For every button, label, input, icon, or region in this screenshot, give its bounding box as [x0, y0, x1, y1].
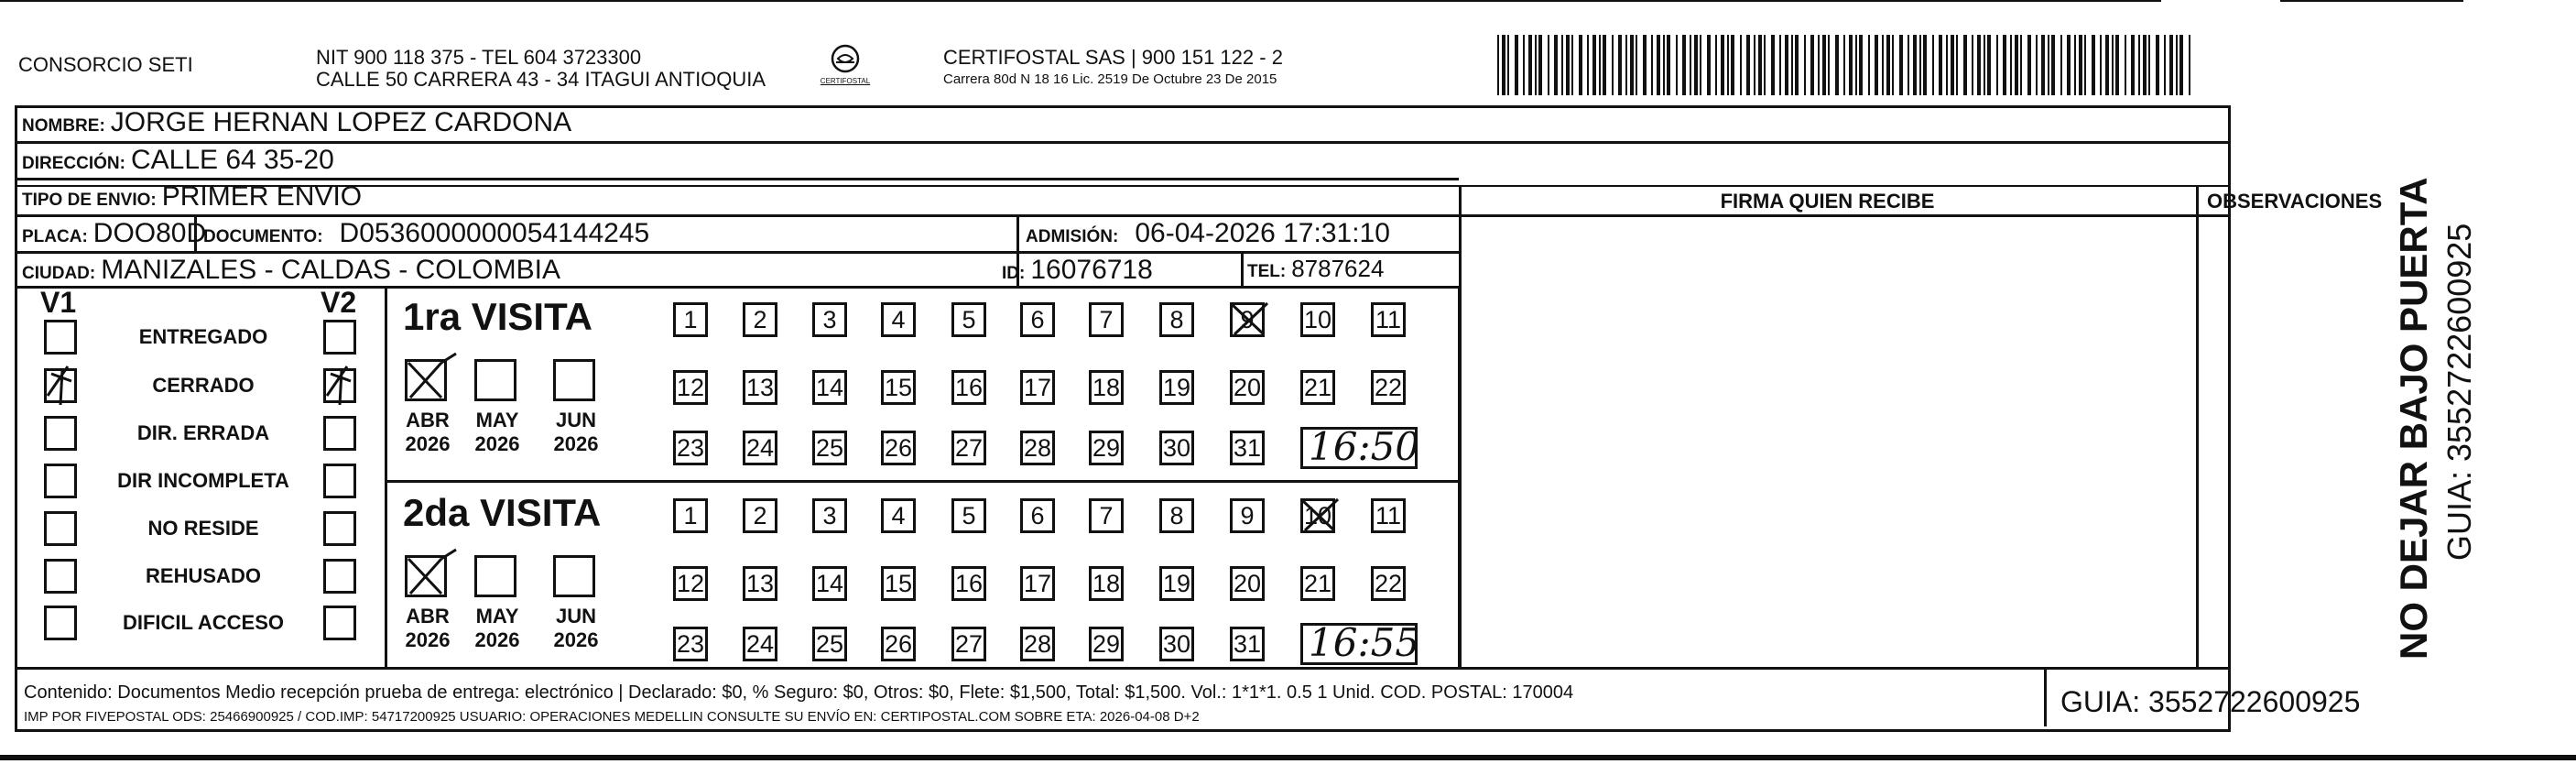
document-label: DOCUMENTO:	[203, 227, 323, 246]
certifostal-logo	[813, 40, 877, 95]
barcode-bar	[2169, 35, 2173, 95]
city-value: MANIZALES - CALDAS - COLOMBIA	[101, 255, 560, 285]
barcode-bar	[1996, 35, 1998, 95]
column-divider	[385, 286, 387, 667]
barcode-bar	[1886, 35, 1890, 95]
barcode-bar	[1707, 35, 1711, 95]
v2-checkbox[interactable]	[323, 320, 356, 355]
day-box[interactable]: 20	[1230, 370, 1265, 405]
barcode-bar	[1951, 35, 1954, 95]
barcode-bar	[1754, 35, 1755, 95]
document-row	[203, 218, 649, 249]
day-box[interactable]: 5	[951, 302, 986, 337]
day-box[interactable]: 5	[951, 498, 986, 533]
signature-header: FIRMA QUIEN RECIBE	[1720, 190, 1935, 213]
month-name: JUN	[555, 409, 596, 431]
barcode-bar	[2176, 35, 2178, 95]
status-option-label: CERRADO	[152, 374, 255, 397]
v1-checkbox[interactable]	[44, 464, 77, 498]
month-label	[396, 409, 460, 456]
barcode-bar	[1835, 35, 1839, 95]
day-box[interactable]: 8	[1159, 498, 1194, 533]
day-box[interactable]: 1	[673, 498, 708, 533]
barcode-bar	[1956, 35, 1958, 95]
column-divider	[2044, 667, 2047, 726]
barcode-bar	[1932, 35, 1934, 95]
month-checkbox[interactable]	[405, 359, 447, 401]
handwritten-time: 16:50	[1309, 424, 1420, 469]
day-box[interactable]: 9	[1230, 498, 1265, 533]
barcode-bar	[1554, 35, 1558, 95]
v1-checkbox[interactable]	[44, 368, 77, 403]
barcode-bar	[1667, 35, 1670, 95]
barcode-bar	[1690, 35, 1691, 95]
barcode-bar	[1694, 35, 1698, 95]
barcode-bar	[1963, 35, 1967, 95]
day-box[interactable]: 2	[743, 498, 777, 533]
address-label: DIRECCIÓN:	[22, 154, 125, 173]
city-row	[22, 255, 560, 286]
barcode-bar	[1538, 35, 1542, 95]
barcode-bar	[1875, 35, 1878, 95]
month-name: JUN	[555, 605, 596, 628]
barcode-bar	[2067, 35, 2071, 95]
day-box[interactable]: 31	[1230, 431, 1265, 465]
barcode-bar	[1913, 35, 1917, 95]
v1-checkbox[interactable]	[44, 606, 77, 640]
day-box[interactable]: 13	[743, 370, 777, 405]
v1-label: V1	[40, 286, 77, 319]
day-box[interactable]: 21	[1300, 566, 1335, 601]
address-row	[22, 145, 334, 176]
barcode-bar	[1497, 35, 1499, 95]
plate-row	[22, 218, 206, 249]
status-option-label: DIR INCOMPLETA	[117, 469, 289, 492]
day-box[interactable]: 31	[1230, 627, 1265, 661]
day-box[interactable]: 25	[812, 431, 847, 465]
barcode-bar	[1663, 35, 1665, 95]
row-divider	[15, 141, 2228, 144]
day-box[interactable]: 22	[1371, 370, 1406, 405]
imp-line: IMP POR FIVEPOSTAL ODS: 25466900925 / COD.IMP: 54717200925 USUARIO: OPERACIONES MEDELLIN CONSULTE SU ENVÍO EN: CERTIPOSTAL.COM SOBRE ETA: 2026-04-08 D+2	[24, 709, 1200, 725]
barcode-bar	[1987, 35, 1991, 95]
barcode-bar	[1882, 35, 1884, 95]
month-name: ABR	[406, 605, 450, 628]
day-box[interactable]: 7	[1089, 302, 1124, 337]
month-label	[544, 605, 608, 652]
bottom-edge-line	[0, 755, 2576, 760]
day-box[interactable]: 2	[743, 302, 777, 337]
barcode-bar	[1548, 35, 1549, 95]
name-label: NOMBRE:	[22, 116, 105, 136]
shipping-type-label: TIPO DE ENVIO:	[22, 191, 157, 210]
shipping-type-row	[22, 181, 362, 213]
barcode-bar	[1758, 35, 1762, 95]
day-box[interactable]: 15	[881, 370, 916, 405]
barcode-bar	[1764, 35, 1766, 95]
day-box[interactable]: 15	[881, 566, 916, 601]
month-label	[544, 409, 608, 456]
barcode-bar	[1630, 35, 1634, 95]
visit-title: 1ra VISITA	[403, 295, 592, 338]
barcode-bar	[1804, 35, 1806, 95]
barcode-bar	[1822, 35, 1826, 95]
barcode-bar	[1625, 35, 1627, 95]
barcode-bar	[2015, 35, 2018, 95]
day-box[interactable]: 12	[673, 370, 708, 405]
barcode-bar	[2074, 35, 2076, 95]
day-box[interactable]: 7	[1089, 498, 1124, 533]
certifostal-address: Carrera 80d N 18 16 Lic. 2519 De Octubre 23 De 2015	[943, 71, 1277, 87]
row-divider	[15, 286, 1459, 289]
barcode-bar	[1612, 35, 1614, 95]
month-year: 2026	[474, 628, 520, 651]
handwritten-time: 16:55	[1309, 620, 1420, 665]
barcode-bar	[1977, 35, 1981, 95]
time-box[interactable]	[1300, 620, 1420, 665]
barcode-bar	[2003, 35, 2006, 95]
plate-label: PLACA:	[22, 227, 88, 246]
v2-label: V2	[321, 286, 357, 319]
barcode-bar	[1535, 35, 1537, 95]
day-box[interactable]: 19	[1159, 566, 1194, 601]
day-box[interactable]: 25	[812, 627, 847, 661]
barcode-bar	[2079, 35, 2082, 95]
month-checkbox[interactable]	[474, 555, 516, 597]
barcode-bar	[1972, 35, 1973, 95]
day-box[interactable]: 28	[1020, 431, 1055, 465]
barcode-bar	[1727, 35, 1729, 95]
month-year: 2026	[553, 628, 599, 651]
barcode-bar	[1785, 35, 1788, 95]
barcode-bar	[2100, 35, 2102, 95]
barcode-bar	[1587, 35, 1589, 95]
day-box[interactable]: 19	[1159, 370, 1194, 405]
status-option-label: DIFICIL ACCESO	[122, 611, 284, 634]
day-box[interactable]: 20	[1230, 566, 1265, 601]
day-box[interactable]: 11	[1371, 498, 1406, 533]
barcode-bar	[2092, 35, 2095, 95]
day-box[interactable]: 22	[1371, 566, 1406, 601]
recipient-address: CALLE 64 35-20	[130, 145, 334, 175]
barcode-bar	[2131, 35, 2135, 95]
barcode-bar	[1868, 35, 1870, 95]
barcode-bar	[2112, 35, 2114, 95]
day-box[interactable]: 30	[1159, 431, 1194, 465]
id-value: 16076718	[1030, 255, 1153, 285]
day-box[interactable]: 10	[1300, 498, 1335, 533]
barcode-bar	[1643, 35, 1647, 95]
barcode-bar	[1579, 35, 1582, 95]
day-box[interactable]: 14	[812, 566, 847, 601]
v1-checkbox[interactable]	[44, 511, 77, 546]
day-box[interactable]: 26	[881, 627, 916, 661]
barcode-bar	[1859, 35, 1863, 95]
barcode-bar	[1919, 35, 1921, 95]
barcode-bar	[1899, 35, 1903, 95]
barcode-bar	[1592, 35, 1596, 95]
barcode-bar	[2189, 35, 2190, 95]
day-box[interactable]: 6	[1020, 302, 1055, 337]
footer-guia: GUIA: 3552722600925	[2060, 685, 2361, 718]
month-checkbox[interactable]	[474, 359, 516, 401]
row-divider	[15, 667, 2228, 670]
barcode-bar	[1523, 35, 1525, 95]
logo-caption: CERTIFOSTAL	[820, 77, 871, 85]
barcode-bar	[1599, 35, 1601, 95]
barcode-bar	[1721, 35, 1724, 95]
day-box[interactable]: 4	[881, 498, 916, 533]
v2-checkbox[interactable]	[323, 559, 356, 594]
barcode-bar	[2020, 35, 2022, 95]
column-divider	[1458, 286, 1461, 667]
barcode-bar	[2179, 35, 2183, 95]
barcode-bar	[1571, 35, 1573, 95]
day-box[interactable]: 23	[673, 431, 708, 465]
barcode-bar	[2051, 35, 2055, 95]
month-label	[465, 409, 529, 456]
barcode-bar	[2156, 35, 2159, 95]
day-box[interactable]: 9	[1230, 302, 1265, 337]
barcode-bar	[2060, 35, 2062, 95]
month-year: 2026	[474, 432, 520, 455]
company-name: CONSORCIO SETI	[18, 53, 193, 76]
day-box[interactable]: 28	[1020, 627, 1055, 661]
row-divider	[15, 178, 1459, 180]
barcode-bar	[1771, 35, 1775, 95]
city-label: CIUDAD:	[22, 264, 96, 283]
barcode-bar	[1515, 35, 1518, 95]
status-option-label: NO RESIDE	[147, 517, 259, 540]
barcode-bar	[1657, 35, 1660, 95]
row-divider	[15, 214, 2228, 217]
barcode-bar	[2027, 35, 2031, 95]
v2-checkbox[interactable]	[323, 606, 356, 640]
column-divider	[1241, 251, 1244, 286]
day-box[interactable]: 3	[812, 498, 847, 533]
month-checkbox[interactable]	[405, 555, 447, 597]
barcode-bar	[2041, 35, 2045, 95]
name-row	[22, 107, 571, 138]
day-box[interactable]: 14	[812, 370, 847, 405]
barcode-bar	[1779, 35, 1781, 95]
barcode-bar	[1715, 35, 1717, 95]
barcode-bar	[2048, 35, 2049, 95]
month-label	[396, 605, 460, 652]
day-box[interactable]: 18	[1089, 370, 1124, 405]
barcode-bar	[2105, 35, 2109, 95]
id-row	[1002, 255, 1153, 286]
tel-label: TEL:	[1247, 262, 1287, 281]
v2-checkbox[interactable]	[323, 464, 356, 498]
plate-value: DOO80D	[92, 218, 207, 248]
v1-checkbox[interactable]	[44, 559, 77, 594]
barcode-bar	[2143, 35, 2147, 95]
barcode-bar	[1636, 35, 1637, 95]
day-box[interactable]: 17	[1020, 370, 1055, 405]
day-box[interactable]: 30	[1159, 627, 1194, 661]
day-box[interactable]: 10	[1300, 302, 1335, 337]
time-box[interactable]	[1300, 424, 1420, 469]
barcode-bar	[1731, 35, 1734, 95]
month-name: ABR	[406, 409, 450, 431]
barcode-bar	[1855, 35, 1857, 95]
day-box[interactable]: 27	[951, 431, 986, 465]
barcode-bar	[1984, 35, 1985, 95]
barcode-bar	[2010, 35, 2012, 95]
top-edge-line	[2280, 0, 2463, 2]
day-box[interactable]: 13	[743, 566, 777, 601]
v1-checkbox[interactable]	[44, 320, 77, 355]
day-box[interactable]: 29	[1089, 627, 1124, 661]
day-box[interactable]: 16	[951, 566, 986, 601]
month-year: 2026	[405, 432, 451, 455]
barcode-bar	[2138, 35, 2140, 95]
barcode-bar	[1700, 35, 1701, 95]
barcode-bar	[1795, 35, 1799, 95]
barcode-bar	[1746, 35, 1750, 95]
month-checkbox[interactable]	[553, 555, 595, 597]
barcode-bar	[1651, 35, 1653, 95]
barcode-bar	[1923, 35, 1927, 95]
day-box[interactable]: 6	[1020, 498, 1055, 533]
day-box[interactable]: 24	[743, 431, 777, 465]
barcode-bar	[1946, 35, 1948, 95]
side-warning: NO DEJAR BAJO PUERTA	[2392, 177, 2435, 660]
tel-value: 8787624	[1291, 255, 1385, 282]
day-box[interactable]: 1	[673, 302, 708, 337]
barcode-bar	[1528, 35, 1532, 95]
admission-row	[1026, 218, 1390, 249]
status-option-label: DIR. ERRADA	[136, 421, 270, 444]
month-label	[465, 605, 529, 652]
v1-checkbox[interactable]	[44, 416, 77, 451]
month-name: MAY	[475, 605, 519, 628]
month-year: 2026	[405, 628, 451, 651]
barcode-bar	[2036, 35, 2038, 95]
barcode-bar	[2125, 35, 2126, 95]
recipient-name: JORGE HERNAN LOPEZ CARDONA	[110, 107, 572, 137]
day-box[interactable]: 11	[1371, 302, 1406, 337]
status-option-label: ENTREGADO	[138, 325, 268, 348]
day-box[interactable]: 24	[743, 627, 777, 661]
admission-label: ADMISIÓN:	[1026, 227, 1119, 246]
tel-row	[1247, 255, 1384, 283]
barcode-bar	[2148, 35, 2150, 95]
day-box[interactable]: 8	[1159, 302, 1194, 337]
month-name: MAY	[475, 409, 519, 431]
barcode-bar	[1791, 35, 1793, 95]
v2-checkbox[interactable]	[323, 511, 356, 546]
barcode-bar	[1810, 35, 1814, 95]
visit-divider	[385, 480, 1459, 483]
barcode-bar	[1818, 35, 1820, 95]
day-box[interactable]: 4	[881, 302, 916, 337]
day-box[interactable]: 18	[1089, 566, 1124, 601]
barcode-bar	[1618, 35, 1622, 95]
id-label: ID:	[1002, 264, 1026, 283]
side-guia: GUIA: 3552722600925	[2440, 223, 2478, 561]
barcode-bar	[1828, 35, 1830, 95]
shipping-type: PRIMER ENVIO	[161, 181, 363, 212]
day-box[interactable]: 26	[881, 431, 916, 465]
month-checkbox[interactable]	[553, 359, 595, 401]
admission-value: 06-04-2026 17:31:10	[1135, 218, 1390, 248]
top-edge-line	[0, 0, 2161, 2]
barcode-bar	[1908, 35, 1909, 95]
observations-header: OBSERVACIONES	[2207, 190, 2383, 213]
visit-title: 2da VISITA	[403, 491, 602, 534]
certifostal-line: CERTIFOSTAL SAS | 900 151 122 - 2	[943, 46, 1283, 69]
barcode-bar	[1561, 35, 1563, 95]
v2-checkbox[interactable]	[323, 368, 356, 403]
day-box[interactable]: 21	[1300, 370, 1335, 405]
status-option-label: REHUSADO	[146, 564, 261, 587]
barcode-bar	[1682, 35, 1686, 95]
barcode-bar	[1566, 35, 1570, 95]
barcode	[1497, 35, 2193, 95]
document-value: D0536000000054144245	[339, 218, 650, 248]
barcode-bar	[1843, 35, 1845, 95]
day-box[interactable]: 23	[673, 627, 708, 661]
day-box[interactable]: 16	[951, 370, 986, 405]
month-year: 2026	[553, 432, 599, 455]
nit-line: NIT 900 118 375 - TEL 604 3723300	[316, 46, 642, 69]
barcode-bar	[1939, 35, 1942, 95]
column-divider	[2196, 185, 2199, 668]
barcode-bar	[1849, 35, 1853, 95]
barcode-bar	[2084, 35, 2086, 95]
barcode-bar	[2115, 35, 2119, 95]
barcode-bar	[1603, 35, 1606, 95]
day-box[interactable]: 12	[673, 566, 708, 601]
barcode-bar	[1507, 35, 1509, 95]
day-box[interactable]: 29	[1089, 431, 1124, 465]
day-box[interactable]: 3	[812, 302, 847, 337]
barcode-bar	[1740, 35, 1742, 95]
day-box[interactable]: 27	[951, 627, 986, 661]
day-box[interactable]: 17	[1020, 566, 1055, 601]
barcode-bar	[1676, 35, 1678, 95]
address-line: CALLE 50 CARRERA 43 - 34 ITAGUI ANTIOQUIA	[316, 68, 766, 91]
barcode-bar	[1892, 35, 1894, 95]
barcode-bar	[1502, 35, 1505, 95]
v2-checkbox[interactable]	[323, 416, 356, 451]
contents-line: Contenido: Documentos Medio recepción prueba de entrega: electrónico | Declarado: $0, % Seguro: $0, Otros: $0, Flete: $1,500, Total: $1,500. Vol.: 1*1*1. 0.5 1 Unid. COD. POSTAL: 170004	[24, 682, 1574, 703]
barcode-bar	[2164, 35, 2166, 95]
